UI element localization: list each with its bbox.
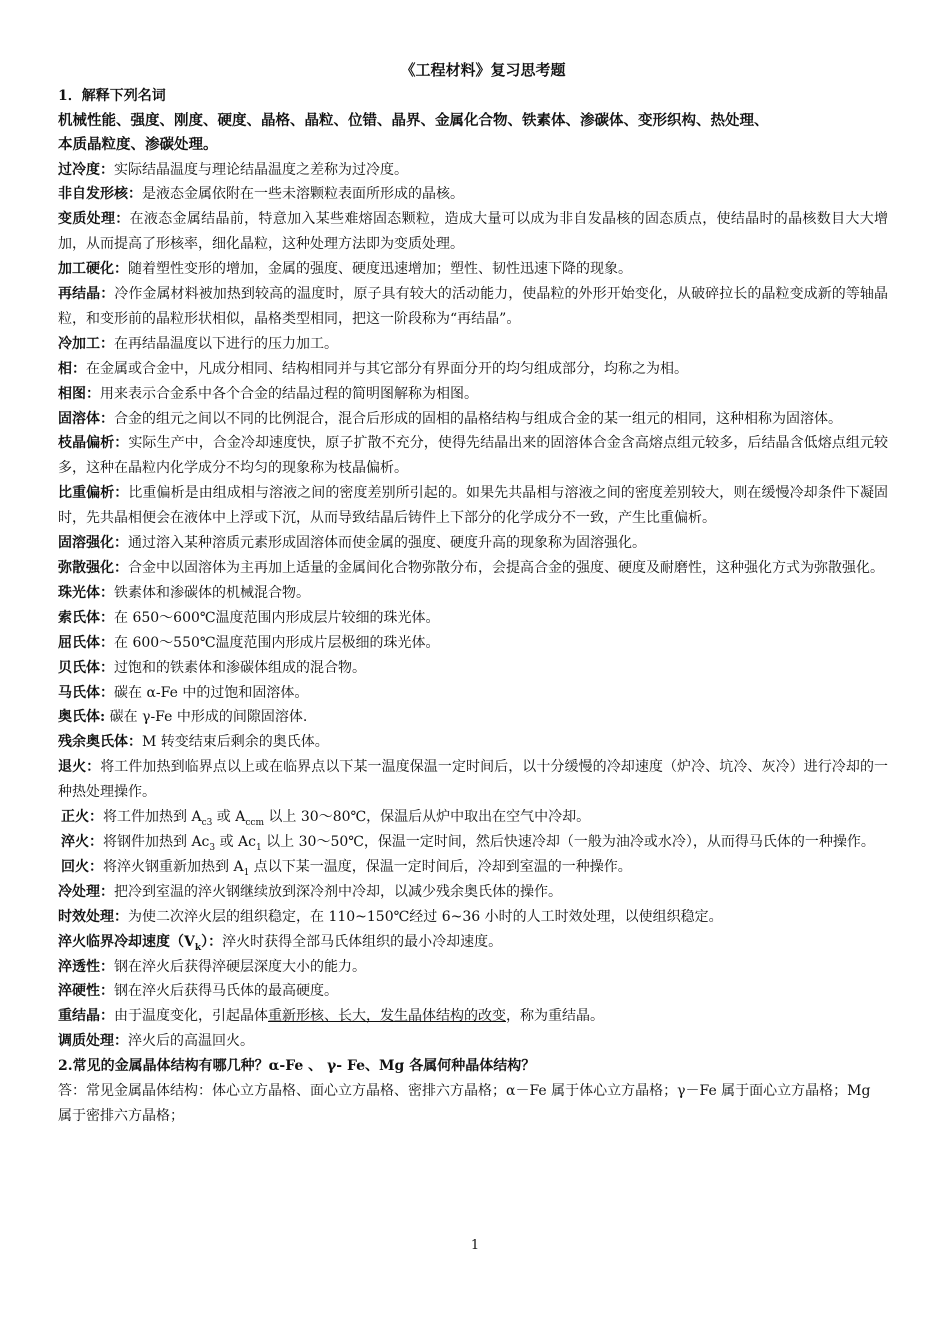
definition-term: 弥散强化： xyxy=(58,560,128,576)
section-1-heading: 1．解释下列名词 xyxy=(58,88,166,104)
definition-term: 加工硬化： xyxy=(58,261,128,278)
definition-text: 点以下某一温度，保温一定时间后，冷却到室温的一种操作。 xyxy=(249,858,632,875)
definition-item xyxy=(58,332,888,357)
definition-term: 淬火： xyxy=(61,833,103,850)
definition-term: 奥氏体: xyxy=(58,709,106,726)
definition-text: 或 A xyxy=(212,809,246,826)
definition-term: 屈氏体： xyxy=(58,634,114,651)
subscript: k xyxy=(194,942,202,953)
section-2-heading: 2.常见的金属晶体结构有哪几种？α-Fe 、 γ- Fe、Mg 各属何种晶体结构？ xyxy=(58,1058,536,1075)
definition-term: 马氏体： xyxy=(58,684,114,701)
terms-line-2: 本质晶粒度、渗碳处理。 xyxy=(58,136,218,153)
definition-text: 是液态金属依附在一些未溶颗粒表面所形成的晶核。 xyxy=(142,186,464,203)
definition-term: ）： xyxy=(201,933,223,950)
definition-item xyxy=(58,730,888,755)
definition-term: 淬透性： xyxy=(58,958,114,975)
definition-critical-cooling xyxy=(58,930,888,955)
definition-cuitou xyxy=(58,955,888,980)
definition-text: 碳在 α-Fe 中的过饱和固溶体。 xyxy=(114,684,309,701)
definition-item xyxy=(58,207,888,257)
definition-term: 过冷度： xyxy=(58,161,114,178)
definition-term: 时效处理： xyxy=(58,908,128,925)
definition-item xyxy=(58,382,888,407)
definition-term: 残余奥氏体： xyxy=(58,734,142,751)
document-title: 《工程材料》复习思考题 xyxy=(400,61,566,79)
definition-text: 以上 30～80℃，保温后从炉中取出在空气中冷却。 xyxy=(263,809,591,826)
definition-term: 调质处理： xyxy=(58,1033,128,1050)
definition-text: 将淬火钢重新加热到 A xyxy=(103,858,244,875)
definition-term: 非自发形核： xyxy=(58,186,142,203)
definition-item xyxy=(58,481,888,531)
definition-term: 冷处理： xyxy=(58,883,114,900)
definition-cuihuo xyxy=(58,830,888,855)
definition-term: 固溶体： xyxy=(58,410,114,427)
definition-term: 索氏体： xyxy=(58,609,114,626)
definition-text: 淬火时获得全部马氏体组织的最小冷却速度。 xyxy=(222,933,503,950)
definition-text: 把冷到室温的淬火钢继续放到深冷剂中冷却，以减少残余奥氏体的操作。 xyxy=(114,883,562,900)
definition-item xyxy=(58,631,888,656)
definition-text: 钢在淬火后获得马氏体的最高硬度。 xyxy=(114,983,338,1000)
definition-text: 在液态金属结晶前，特意加入某些难熔固态颗粒，造成大量可以成为非自发晶核的固态质点，使结晶时的晶核数目大大增加，从而提高了形核率，细化晶粒，这种处理方法即为变质处理。 xyxy=(58,211,889,253)
definition-text: 冷作金属材料被加热到较高的温度时，原子具有较大的活动能力，使晶粒的外形开始变化，从破碎拉长的晶粒变成新的等轴晶粒，和变形前的晶粒形状相似，晶格类型相同，把这一阶段称为“再结晶”。 xyxy=(58,286,889,327)
definition-text: 铁素体和渗碳体的机械混合物。 xyxy=(114,584,310,601)
definition-text: 实际结晶温度与理论结晶温度之差称为过冷度。 xyxy=(114,161,408,178)
definition-text: 在金属或合金中，凡成分相同、结构相同并与其它部分有界面分开的均匀组成部分，均称之为相。 xyxy=(86,360,688,377)
definition-cuiying xyxy=(58,979,888,1004)
definition-lengchuli xyxy=(58,880,888,905)
definition-item xyxy=(58,656,888,681)
definition-term: 正火： xyxy=(61,809,103,826)
definition-text: 过饱和的铁素体和渗碳体组成的混合物。 xyxy=(114,659,366,676)
definition-text: 碳在 γ-Fe 中形成的间隙固溶体. xyxy=(105,709,308,726)
definition-item xyxy=(58,431,888,481)
subscript: 1 xyxy=(243,867,250,878)
definition-text: M 转变结束后剩余的奥氏体。 xyxy=(142,734,329,751)
definition-text: 将工件加热到临界点以上或在临界点以下某一温度保温一定时间后，以十分缓慢的冷却速度（炉冷、坑冷、灰冷）进行冷却的一种热处理操作。 xyxy=(58,759,889,801)
definition-text: 在 600～550℃温度范围内形成片层极细的珠光体。 xyxy=(114,634,440,651)
definition-item xyxy=(58,407,888,432)
definition-text: 由于温度变化，引起晶体 xyxy=(114,1008,268,1025)
definition-item xyxy=(58,581,888,606)
definition-text: 在 650～600℃温度范围内形成层片较细的珠光体。 xyxy=(114,609,440,626)
definition-term: 退火： xyxy=(58,759,101,776)
subscript: 3 xyxy=(209,842,216,853)
definition-tiaozhi xyxy=(58,1029,888,1054)
definition-term: 相图： xyxy=(58,385,100,402)
definition-text: 以上 30～50℃，保温一定时间，然后快速冷却（一般为油冷或水冷），从而得马氏体的一种操作。 xyxy=(261,833,875,850)
definition-text: 淬火后的高温回火。 xyxy=(128,1033,254,1050)
subscript: c3 xyxy=(201,817,213,828)
definition-chongjiejing xyxy=(58,1004,888,1029)
definition-item xyxy=(58,705,888,730)
terms-line-1: 机械性能、强度、刚度、硬度、晶格、晶粒、位错、晶界、金属化合物、铁素体、渗碳体、变形织构、热处理、 xyxy=(58,111,769,129)
definition-item xyxy=(58,257,888,282)
definition-underlined-text: 重新形核、长大，发生晶体结构的改变 xyxy=(268,1008,506,1025)
definition-text: 钢在淬火后获得淬硬层深度大小的能力。 xyxy=(114,958,366,975)
definition-text: 将工件加热到 A xyxy=(103,809,202,826)
definition-term: 淬火临界冷却速度（V xyxy=(58,933,195,950)
page-number: 1 xyxy=(470,1238,480,1253)
definition-term: 固溶强化： xyxy=(58,535,128,552)
definition-text: 将钢件加热到 Ac xyxy=(103,833,210,850)
definition-term: 冷加工： xyxy=(58,335,114,352)
definition-text: 合金中以固溶体为主再加上适量的金属间化合物弥散分布，会提高合金的强度、硬度及耐磨性，这种强化方式为弥散强化。 xyxy=(128,560,884,576)
definition-item xyxy=(58,282,888,332)
definition-text: 实际生产中，合金冷却速度快，原子扩散不充分，使得先结晶出来的固溶体合金含高熔点组元较多，后结晶含低熔点组元较多，这种在晶粒内化学成分不均匀的现象称为枝晶偏析。 xyxy=(58,435,889,477)
section-2-answer: 答：常见金属晶体结构：体心立方晶格、面心立方晶格、密排六方晶格；α－Fe 属于体心立方晶格；γ－Fe 属于面心立方晶格；Mg 属于密排六方晶格； xyxy=(58,1082,871,1124)
definition-text: ，称为重结晶。 xyxy=(506,1008,604,1025)
subscript: ccm xyxy=(245,817,264,828)
definition-shixiao xyxy=(58,905,888,930)
definition-item xyxy=(58,606,888,631)
definition-text: 用来表示合金系中各个合金的结晶过程的简明图解称为相图。 xyxy=(100,385,478,402)
definition-text: 随着塑性变形的增加，金属的强度、硬度迅速增加；塑性、韧性迅速下降的现象。 xyxy=(128,261,632,278)
definition-term: 淬硬性： xyxy=(58,983,114,1000)
definition-term: 比重偏析： xyxy=(58,485,129,502)
definition-text: 在再结晶温度以下进行的压力加工。 xyxy=(114,335,338,352)
definition-item xyxy=(58,531,888,556)
definition-huihuo xyxy=(58,855,888,880)
definition-term: 回火： xyxy=(61,858,103,875)
definitions-list xyxy=(58,158,888,806)
definition-item xyxy=(58,182,888,207)
definition-text: 通过溶入某种溶质元素形成固溶体而使金属的强度、硬度升高的现象称为固溶强化。 xyxy=(128,535,646,552)
definition-term: 珠光体： xyxy=(58,584,114,601)
definition-item xyxy=(58,556,888,581)
definition-item xyxy=(58,158,888,183)
definition-zhenghuo xyxy=(58,805,888,830)
definition-item xyxy=(58,755,888,805)
subscript: 1 xyxy=(256,842,262,853)
definition-text: 为使二次淬火层的组织稳定，在 110~150℃经过 6~36 小时的人工时效处理，以使组织稳定。 xyxy=(128,908,723,925)
definition-term: 变质处理： xyxy=(58,211,130,228)
definition-item xyxy=(58,357,888,382)
definition-text: 比重偏析是由组成相与溶液之间的密度差别所引起的。如果先共晶相与溶液之间的密度差别较大，则在缓慢冷却条件下凝固时，先共晶相便会在液体中上浮或下沉，从而导致结晶后铸件上下部分的化学成分不一致，产生比重偏析。 xyxy=(58,485,889,527)
definition-term: 枝晶偏析： xyxy=(58,435,129,452)
definition-term: 再结晶： xyxy=(58,286,115,303)
definition-term: 相： xyxy=(58,360,86,377)
definition-term: 贝氏体： xyxy=(58,659,114,676)
definition-text: 或 Ac xyxy=(215,833,256,850)
definition-text: 合金的组元之间以不同的比例混合，混合后形成的固相的晶格结构与组成合金的某一组元的相同，这种相称为固溶体。 xyxy=(114,410,842,427)
definition-term: 重结晶： xyxy=(58,1008,114,1025)
definition-item xyxy=(58,681,888,706)
